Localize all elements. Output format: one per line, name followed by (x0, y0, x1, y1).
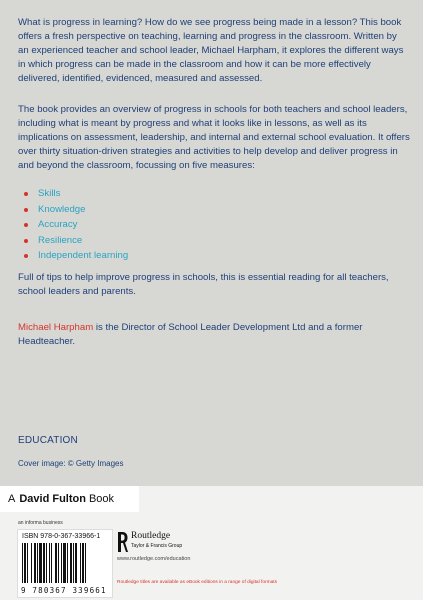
imprint-prefix: A (8, 493, 16, 505)
list-item: Accuracy (18, 217, 128, 233)
imprint-suffix: Book (88, 493, 115, 505)
barcode-block (17, 529, 113, 598)
measures-list (18, 186, 128, 264)
bullet-icon (24, 208, 28, 212)
list-item: Resilience (18, 233, 128, 249)
imprint-name: David Fulton (19, 493, 86, 505)
subject-category: EDUCATION (18, 435, 78, 446)
author-name: Michael Harpham (18, 322, 94, 333)
routledge-logo-icon (117, 531, 128, 553)
ebook-note: Routledge titles are available as eBook editions in a range of digital formats (117, 580, 277, 585)
bullet-icon (24, 254, 28, 258)
publisher-name: Routledge (131, 531, 171, 541)
list-item: Skills (18, 186, 128, 202)
barcode-icon (20, 543, 108, 583)
informa-business-tag: an informa business (18, 520, 63, 526)
author-bio-text: is the Director of School Leader Development Ltd and a former Headteacher. (18, 322, 363, 347)
blurb-paragraph-3: Full of tips to help improve progress in schools, this is essential reading for all teachers, school leaders and parents. (18, 272, 389, 297)
list-item: Knowledge (18, 202, 128, 218)
bullet-icon (24, 192, 28, 196)
author-bio (18, 321, 410, 349)
cover-credit: Cover image: © Getty Images (18, 459, 124, 468)
list-item: Independent learning (18, 248, 128, 264)
publisher-url[interactable]: www.routledge.com/education (117, 556, 191, 562)
isbn-text: ISBN 978-0-367-33966-1 (22, 533, 101, 540)
publisher-group: Taylor & Francis Group (131, 543, 183, 549)
barcode-digits: 9 780367 339661 (21, 586, 107, 595)
imprint-banner (0, 486, 139, 512)
bullet-icon (24, 223, 28, 227)
bullet-icon (24, 239, 28, 243)
blurb-paragraph-2: The book provides an overview of progress in schools for both teachers and school leaders, including what is meant by progress and what it looks like in lessons, as well as its implications on assessment, leadership, and internal and external school evaluation. It offers over thirty situation-driven strategies and activities to help develop and deliver progress in and beyond the classroom, focussing on five measures: (18, 104, 410, 171)
blurb-paragraph-1: What is progress in learning? How do we see progress being made in a lesson? This book offers a fresh perspective on teaching, learning and progress in the classroom. Written by an experienced teacher and school leader, Michael Harpham, it explores the different ways in which progress can be made in the classroom and how it can be more effectively delivered, identified, evidenced, measured and assessed. (18, 17, 404, 84)
